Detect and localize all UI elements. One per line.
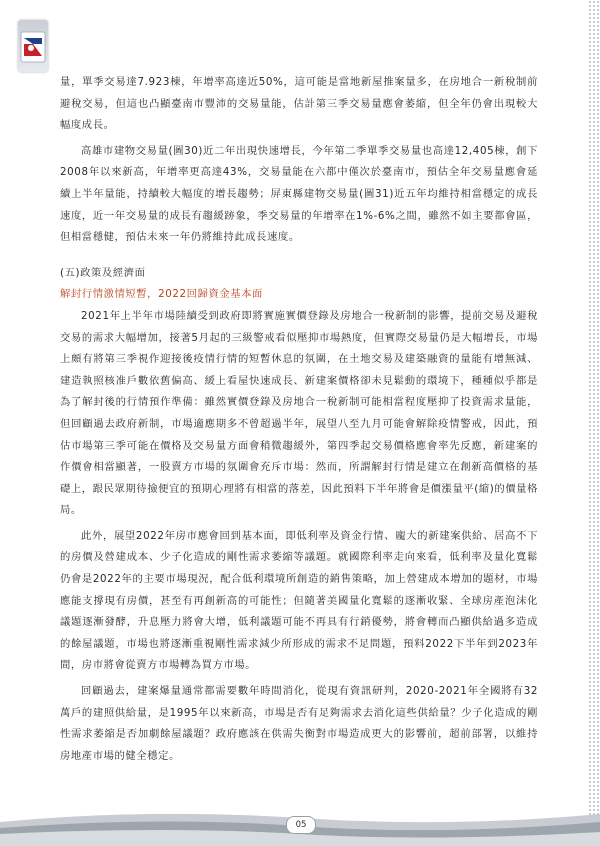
emblem-icon — [20, 30, 46, 64]
decorative-edge-strip — [588, 0, 600, 846]
publisher-logo — [18, 20, 48, 72]
paragraph-tainan-volume: 量，單季交易達7.923棟，年增率高達近50%，這可能是當地新屋推案量多，在房地合一新稅制前避稅交易，但這也凸顯臺南市豐沛的交易量能，估計第三季交易量應會萎縮，但全年仍會出現較大幅度成長。 — [60, 76, 538, 132]
subheading: 解封行情激情短暫，2022回歸資金基本面 — [60, 288, 263, 301]
section-heading: (五)政策及經濟面 — [60, 266, 146, 279]
article-body — [60, 72, 538, 771]
paragraph-review: 回顧過去，建案爆量通常都需要數年時間消化，從現有資訊研判，2020-2021年全國將有32萬戶的建照供給量，是1995年以來新高，市場是否有足夠需求去消化這些供給量？少子化造成的剛性需求萎縮是否加劇餘屋議題？政府應該在供需失衡對市場造成更大的影響前，超前部署，以維持房地產市場的健全穩定。 — [60, 685, 538, 762]
paragraph-2022-outlook: 此外，展望2022年房市應會回到基本面，即低利率及資金行情、龐大的新建案供給、居高不下的房價及營建成本、少子化造成的剛性需求萎縮等議題。就國際利率走向來看，低利率及量化寬鬆仍會是2022年的主要市場現況，配合低利環境所創造的銷售策略，加上營建成本增加的題材，市場應能支撐現有房價，甚至有再創新高的可能性；但隨著美國量化寬鬆的逐漸收緊、全球房產泡沫化議題逐漸發酵，升息壓力將會大增，低利議題可能不再具有行銷優勢，將會轉而凸顯供給過多造成的餘屋議題，市場也將逐漸重視剛性需求減少所形成的需求不足問題，預料2022下半年到2023年間，房市將會從賣方市場轉為買方市場。 — [60, 529, 538, 672]
paragraph-2021-market: 2021年上半年市場陸續受到政府即將實施實價登錄及房地合一稅新制的影響，提前交易及避稅交易的需求大幅增加，接著5月起的三級警戒看似壓抑市場熱度，但實際交易量仍是大幅增長，市場上頗有將第三季視作迎接後疫情行情的短暫休息的氛圍，在土地交易及建築融資的量能有增無減、建造執照核准戶數依舊偏高、緩上看屋快速成長、新建案價格卻未見鬆動的環境下，種種似乎都是為了解封後的行情預作準備：雖然實價登錄及房地合一稅新制可能相當程度壓抑了投資需求量能，但回顧過去政府新制，市場適應期多不曾超過半年，展望八至九月可能會解除疫情警戒，因此，預估市場第三季可能在價格及交易量方面會稍微趨緩外，第四季起交易價格應會率先反應，新建案的作價會相當顯著，一股賣方市場的氛圍會充斥市場：然而，所謂解封行情是建立在創新高價格的基礎上，跟民眾期待撿便宜的預期心理將有相當的落差，因此預料下半年將會是價漲量平(縮)的價量格局。 — [60, 309, 538, 517]
paragraph-kaohsiung-pingtung: 高雄市建物交易量(圖30)近二年出現快速增長，今年第二季單季交易量也高達12,405棟，創下2008年以來新高，年增率更高達43%，交易量能在六都中僅次於臺南市，預估全年交易量應會延續上半年量能，持續較大幅度的增長趨勢；屏東縣建物交易量(圖31)近五年均維持相當穩定的成長速度，近一年交易量的成長有趨緩跡象，季交易量的年增率在1%-6%之間，雖然不如主要都會區，但相當穩健，預估未來一年仍將維持此成長速度。 — [60, 144, 538, 244]
page-number: 05 — [286, 816, 316, 834]
